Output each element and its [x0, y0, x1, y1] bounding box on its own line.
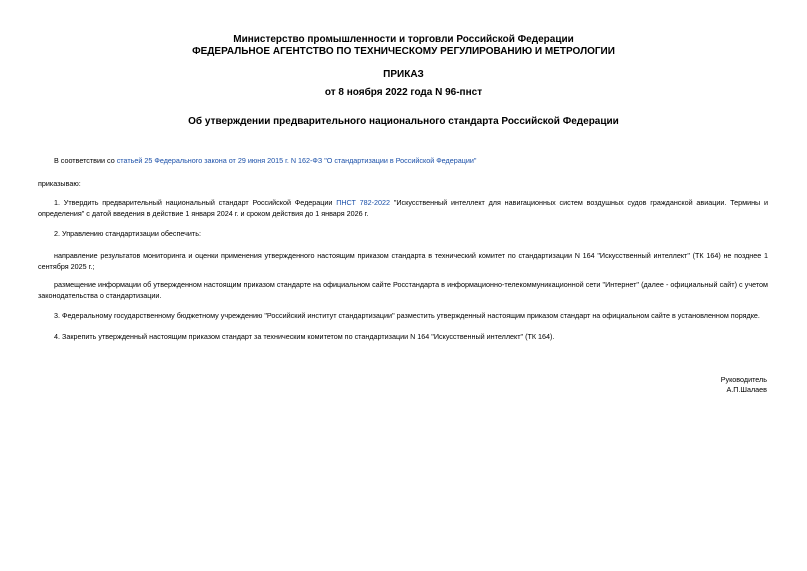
item-3-paragraph: 3. Федеральному государственному бюджетному учреждению "Российский институт стандартизации" разместить утвержденный настоящим приказом стандарт на официальном сайте в установленном порядке.	[54, 311, 760, 320]
document-type: ПРИКАЗ	[383, 69, 424, 80]
signature-name: А.П.Шалаев	[726, 385, 767, 394]
standard-link[interactable]: ПНСТ 782-2022	[336, 198, 391, 207]
signature-position: Руководитель	[720, 375, 767, 384]
item-2b-paragraph: размещение информации об утвержденном настоящим приказом стандарте на официальном сайте Росстандарта в информационно-телекоммуникационной сети "Интернет" (далее - официальный сайт) с учетом законодательства о стандартизации.	[38, 280, 768, 300]
item-1-text-start: 1. Утвердить предварительный национальный стандарт Российской Федерации	[54, 198, 337, 207]
item-2a-paragraph: направление результатов мониторинга и оценки применения утвержденного настоящим приказом стандарта в технический комитет по стандартизации N 164 "Искусственный интеллект" (ТК 164) не позднее 1 сентября 2025 г.;	[38, 251, 768, 271]
item-1-paragraph	[38, 197, 768, 219]
agency-name: ФЕДЕРАЛЬНОЕ АГЕНТСТВО ПО ТЕХНИЧЕСКОМУ РЕГУЛИРОВАНИЮ И МЕТРОЛОГИИ	[192, 46, 615, 57]
item-1-text-end: "Искусственный интеллект для навигационных систем воздушных судов гражданской авиации. Термины и определения" с датой введения в действие 1 января 2024 г. и сроком действия до 1 января 2026 г.	[38, 198, 769, 218]
ministry-name: Министерство промышленности и торговли Российской Федерации	[233, 34, 574, 45]
item-4-paragraph: 4. Закрепить утвержденный настоящим приказом стандарт за техническим комитетом по стандартизации N 164 "Искусственный интеллект" (ТК 164).	[54, 332, 555, 341]
order-word: приказываю:	[38, 179, 81, 188]
federal-law-link[interactable]: статьей 25 Федерального закона от 29 июня 2015 г. N 162-ФЗ "О стандартизации в Российской Федерации"	[116, 156, 477, 165]
preamble-paragraph	[38, 155, 768, 166]
document-date-number: от 8 ноября 2022 года N 96-пнст	[324, 87, 483, 98]
item-2-paragraph: 2. Управлению стандартизации обеспечить:	[54, 229, 201, 238]
preamble-text: В соответствии со	[54, 156, 117, 165]
document-title: Об утверждении предварительного национального стандарта Российской Федерации	[188, 116, 619, 127]
